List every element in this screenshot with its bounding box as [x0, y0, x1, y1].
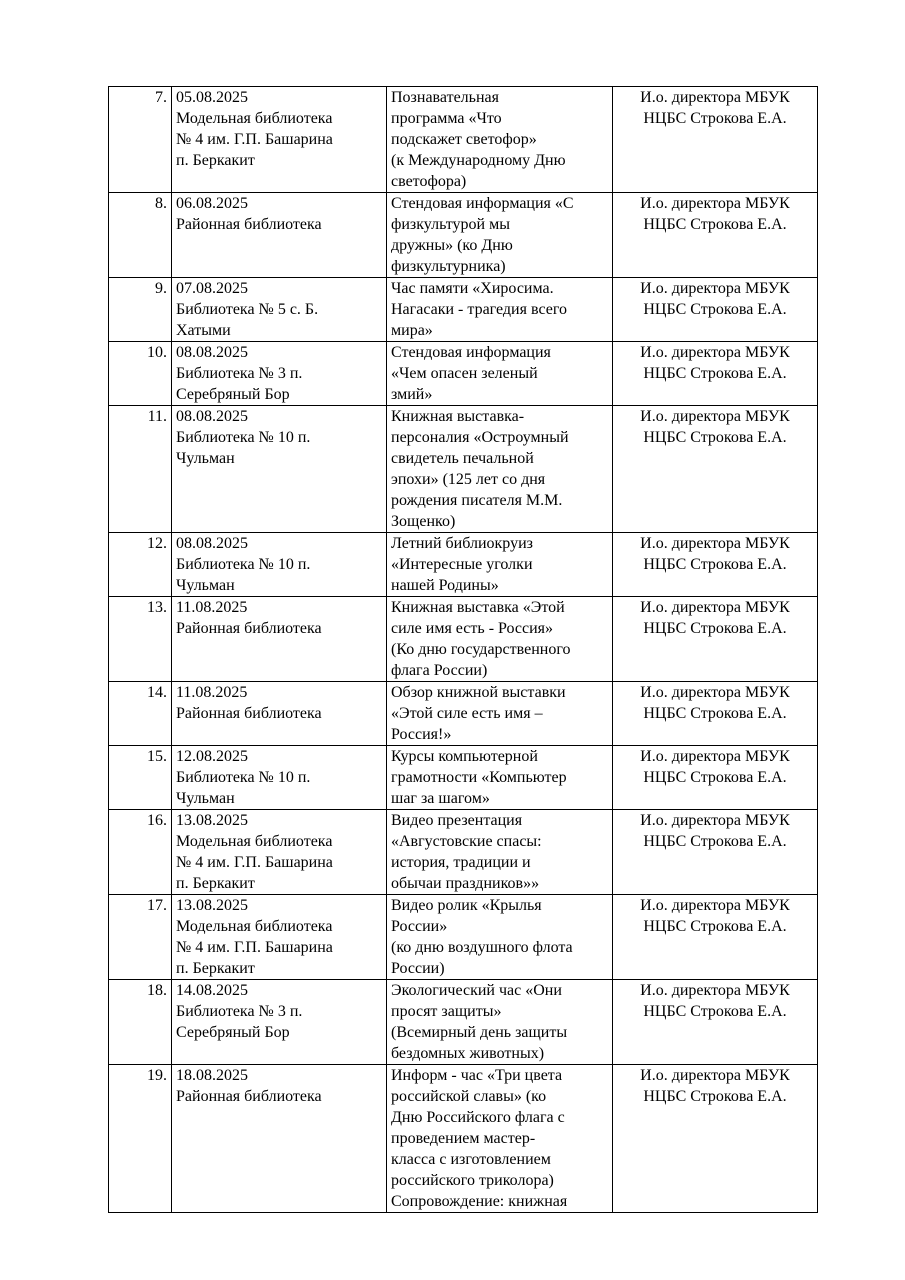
date-place-cell	[172, 895, 387, 980]
event-title-cell-line: физкультурника)	[391, 258, 506, 275]
date-place-cell-line: Библиотека № 3 п.	[176, 1003, 303, 1020]
responsible-cell	[613, 533, 818, 597]
date-place-cell-line: 13.08.2025	[176, 897, 248, 914]
event-title-cell-line: (Ко дню государственного	[391, 641, 571, 658]
event-title-cell-line: Нагасаки - трагедия всего	[391, 301, 567, 318]
date-place-cell	[172, 682, 387, 746]
date-place-cell-line: 12.08.2025	[176, 748, 248, 765]
event-title-cell-line: программа «Что	[391, 110, 502, 127]
event-title-cell-line: Видео презентация	[391, 812, 523, 829]
row-number: 7.	[109, 87, 172, 193]
date-place-cell-line: 06.08.2025	[176, 195, 248, 212]
table-row	[109, 1065, 818, 1213]
responsible-cell	[613, 193, 818, 278]
event-title-cell	[387, 980, 613, 1065]
event-title-cell-line: российской славы» (ко	[391, 1088, 547, 1105]
responsible-cell-line: И.о. директора МБУК	[640, 1067, 790, 1084]
date-place-cell-line: Библиотека № 5 с. Б.	[176, 301, 319, 318]
row-number: 10.	[109, 342, 172, 406]
event-title-cell-line: Стендовая информация	[391, 344, 551, 361]
table-row	[109, 278, 818, 342]
responsible-cell-line: НЦБС Строкова Е.А.	[643, 620, 787, 637]
responsible-cell	[613, 980, 818, 1065]
event-title-cell	[387, 682, 613, 746]
event-title-cell	[387, 1065, 613, 1213]
responsible-cell-line: НЦБС Строкова Е.А.	[643, 833, 787, 850]
date-place-cell-line: Чульман	[176, 450, 235, 467]
event-title-cell-line: «Чем опасен зеленый	[391, 365, 538, 382]
date-place-cell-line: п. Беркакит	[176, 152, 255, 169]
date-place-cell	[172, 406, 387, 533]
date-place-cell-line: 18.08.2025	[176, 1067, 248, 1084]
date-place-cell-line: Библиотека № 10 п.	[176, 429, 311, 446]
date-place-cell-line: Библиотека № 3 п.	[176, 365, 303, 382]
event-title-cell-line: проведением мастер-	[391, 1130, 536, 1147]
event-title-cell-line: нашей Родины»	[391, 577, 499, 594]
responsible-cell-line: И.о. директора МБУК	[640, 982, 790, 999]
responsible-cell-line: И.о. директора МБУК	[640, 684, 790, 701]
table-row	[109, 895, 818, 980]
table-row	[109, 746, 818, 810]
date-place-cell-line: № 4 им. Г.П. Башарина	[176, 939, 333, 956]
responsible-cell-line: НЦБС Строкова Е.А.	[643, 110, 787, 127]
table-row	[109, 597, 818, 682]
row-number: 17.	[109, 895, 172, 980]
responsible-cell	[613, 1065, 818, 1213]
responsible-cell-line: И.о. директора МБУК	[640, 195, 790, 212]
date-place-cell	[172, 87, 387, 193]
responsible-cell-line: НЦБС Строкова Е.А.	[643, 1088, 787, 1105]
date-place-cell	[172, 533, 387, 597]
date-place-cell-line: 14.08.2025	[176, 982, 248, 999]
event-title-cell-line: класса с изготовлением	[391, 1151, 551, 1168]
date-place-cell	[172, 597, 387, 682]
date-place-cell-line: п. Беркакит	[176, 875, 255, 892]
date-place-cell-line: № 4 им. Г.П. Башарина	[176, 131, 333, 148]
table-row	[109, 682, 818, 746]
event-title-cell-line: Обзор книжной выставки	[391, 684, 566, 701]
event-title-cell-line: Летний библиокруиз	[391, 535, 533, 552]
date-place-cell	[172, 278, 387, 342]
event-title-cell	[387, 810, 613, 895]
date-place-cell	[172, 342, 387, 406]
event-title-cell-line: России»	[391, 918, 448, 935]
date-place-cell-line: 08.08.2025	[176, 408, 248, 425]
event-title-cell-line: Зощенко)	[391, 513, 456, 530]
responsible-cell	[613, 597, 818, 682]
date-place-cell-line: Серебряный Бор	[176, 1024, 290, 1041]
event-title-cell-line: российского триколора)	[391, 1172, 554, 1189]
date-place-cell	[172, 980, 387, 1065]
event-title-cell-line: бездомных животных)	[391, 1045, 545, 1062]
row-number: 16.	[109, 810, 172, 895]
event-title-cell-line: шаг за шагом»	[391, 790, 490, 807]
table-row	[109, 342, 818, 406]
event-title-cell-line: Дню Российского флага с	[391, 1109, 565, 1126]
responsible-cell-line: НЦБС Строкова Е.А.	[643, 365, 787, 382]
event-title-cell-line: (Всемирный день защиты	[391, 1024, 568, 1041]
event-title-cell-line: флага России)	[391, 662, 488, 679]
event-title-cell-line: «Этой силе есть имя –	[391, 705, 543, 722]
event-title-cell	[387, 895, 613, 980]
event-title-cell-line: эпохи» (125 лет со дня	[391, 471, 546, 488]
responsible-cell-line: НЦБС Строкова Е.А.	[643, 769, 787, 786]
date-place-cell-line: Библиотека № 10 п.	[176, 769, 311, 786]
table-row	[109, 406, 818, 533]
event-title-cell	[387, 342, 613, 406]
date-place-cell-line: Библиотека № 10 п.	[176, 556, 311, 573]
event-title-cell-line: грамотности «Компьютер	[391, 769, 567, 786]
responsible-cell-line: И.о. директора МБУК	[640, 89, 790, 106]
date-place-cell	[172, 810, 387, 895]
date-place-cell-line: № 4 им. Г.П. Башарина	[176, 854, 333, 871]
row-number: 13.	[109, 597, 172, 682]
responsible-cell-line: НЦБС Строкова Е.А.	[643, 216, 787, 233]
event-title-cell	[387, 597, 613, 682]
responsible-cell	[613, 810, 818, 895]
date-place-cell-line: Модельная библиотека	[176, 918, 333, 935]
date-place-cell-line: 13.08.2025	[176, 812, 248, 829]
date-place-cell-line: п. Беркакит	[176, 960, 255, 977]
events-table-body	[109, 87, 818, 1213]
date-place-cell-line: Модельная библиотека	[176, 110, 333, 127]
table-row	[109, 980, 818, 1065]
event-title-cell-line: змий»	[391, 386, 433, 403]
event-title-cell-line: Книжная выставка «Этой	[391, 599, 565, 616]
date-place-cell-line: 05.08.2025	[176, 89, 248, 106]
date-place-cell	[172, 746, 387, 810]
date-place-cell-line: Модельная библиотека	[176, 833, 333, 850]
responsible-cell-line: НЦБС Строкова Е.А.	[643, 556, 787, 573]
event-title-cell-line: мира»	[391, 322, 433, 339]
responsible-cell-line: НЦБС Строкова Е.А.	[643, 1003, 787, 1020]
responsible-cell	[613, 746, 818, 810]
event-title-cell-line: (к Международному Дню	[391, 152, 566, 169]
date-place-cell-line: Чульман	[176, 577, 235, 594]
row-number: 12.	[109, 533, 172, 597]
event-title-cell-line: Информ - час «Три цвета	[391, 1067, 563, 1084]
event-title-cell-line: рождения писателя М.М.	[391, 492, 563, 509]
event-title-cell-line: Познавательная	[391, 89, 499, 106]
row-number: 14.	[109, 682, 172, 746]
responsible-cell-line: И.о. директора МБУК	[640, 599, 790, 616]
table-row	[109, 810, 818, 895]
responsible-cell	[613, 87, 818, 193]
responsible-cell	[613, 406, 818, 533]
events-table	[108, 86, 818, 1213]
responsible-cell-line: НЦБС Строкова Е.А.	[643, 301, 787, 318]
event-title-cell-line: России)	[391, 960, 445, 977]
date-place-cell	[172, 193, 387, 278]
event-title-cell-line: Час памяти «Хиросима.	[391, 280, 554, 297]
event-title-cell-line: «Интересные уголки	[391, 556, 533, 573]
date-place-cell-line: Районная библиотека	[176, 216, 322, 233]
date-place-cell-line: Хатыми	[176, 322, 231, 339]
event-title-cell-line: Россия!»	[391, 726, 452, 743]
event-title-cell-line: Стендовая информация «С	[391, 195, 574, 212]
responsible-cell-line: И.о. директора МБУК	[640, 535, 790, 552]
event-title-cell-line: Курсы компьютерной	[391, 748, 538, 765]
date-place-cell-line: 08.08.2025	[176, 344, 248, 361]
date-place-cell-line: 11.08.2025	[176, 599, 248, 616]
event-title-cell-line: дружны» (ко Дню	[391, 237, 513, 254]
date-place-cell-line: Районная библиотека	[176, 1088, 322, 1105]
responsible-cell-line: И.о. директора МБУК	[640, 408, 790, 425]
event-title-cell	[387, 406, 613, 533]
row-number: 19.	[109, 1065, 172, 1213]
table-row	[109, 193, 818, 278]
event-title-cell-line: Сопровождение: книжная	[391, 1193, 568, 1210]
row-number: 9.	[109, 278, 172, 342]
event-title-cell-line: Книжная выставка-	[391, 408, 525, 425]
event-title-cell	[387, 533, 613, 597]
table-row	[109, 533, 818, 597]
date-place-cell-line: Серебряный Бор	[176, 386, 290, 403]
event-title-cell-line: просят защиты»	[391, 1003, 502, 1020]
event-title-cell-line: история, традиции и	[391, 854, 531, 871]
responsible-cell-line: НЦБС Строкова Е.А.	[643, 918, 787, 935]
event-title-cell-line: (ко дню воздушного флота	[391, 939, 573, 956]
event-title-cell-line: свидетель печальной	[391, 450, 534, 467]
event-title-cell	[387, 193, 613, 278]
date-place-cell-line: 07.08.2025	[176, 280, 248, 297]
event-title-cell-line: «Августовские спасы:	[391, 833, 542, 850]
responsible-cell	[613, 342, 818, 406]
date-place-cell-line: Районная библиотека	[176, 620, 322, 637]
responsible-cell-line: И.о. директора МБУК	[640, 897, 790, 914]
event-title-cell	[387, 746, 613, 810]
event-title-cell-line: обычаи праздников»»	[391, 875, 540, 892]
event-title-cell	[387, 278, 613, 342]
responsible-cell-line: НЦБС Строкова Е.А.	[643, 705, 787, 722]
row-number: 11.	[109, 406, 172, 533]
responsible-cell-line: И.о. директора МБУК	[640, 280, 790, 297]
event-title-cell-line: Видео ролик «Крылья	[391, 897, 542, 914]
date-place-cell-line: 11.08.2025	[176, 684, 248, 701]
table-row	[109, 87, 818, 193]
row-number: 15.	[109, 746, 172, 810]
date-place-cell-line: 08.08.2025	[176, 535, 248, 552]
responsible-cell	[613, 278, 818, 342]
event-title-cell-line: светофора)	[391, 173, 467, 190]
event-title-cell	[387, 87, 613, 193]
date-place-cell-line: Чульман	[176, 790, 235, 807]
event-title-cell-line: подскажет светофор»	[391, 131, 537, 148]
responsible-cell-line: И.о. директора МБУК	[640, 812, 790, 829]
event-title-cell-line: силе имя есть - Россия»	[391, 620, 554, 637]
responsible-cell-line: И.о. директора МБУК	[640, 748, 790, 765]
event-title-cell-line: персоналия «Остроумный	[391, 429, 569, 446]
responsible-cell-line: НЦБС Строкова Е.А.	[643, 429, 787, 446]
responsible-cell	[613, 682, 818, 746]
responsible-cell	[613, 895, 818, 980]
responsible-cell-line: И.о. директора МБУК	[640, 344, 790, 361]
date-place-cell-line: Районная библиотека	[176, 705, 322, 722]
event-title-cell-line: физкультурой мы	[391, 216, 510, 233]
date-place-cell	[172, 1065, 387, 1213]
event-title-cell-line: Экологический час «Они	[391, 982, 562, 999]
row-number: 8.	[109, 193, 172, 278]
row-number: 18.	[109, 980, 172, 1065]
